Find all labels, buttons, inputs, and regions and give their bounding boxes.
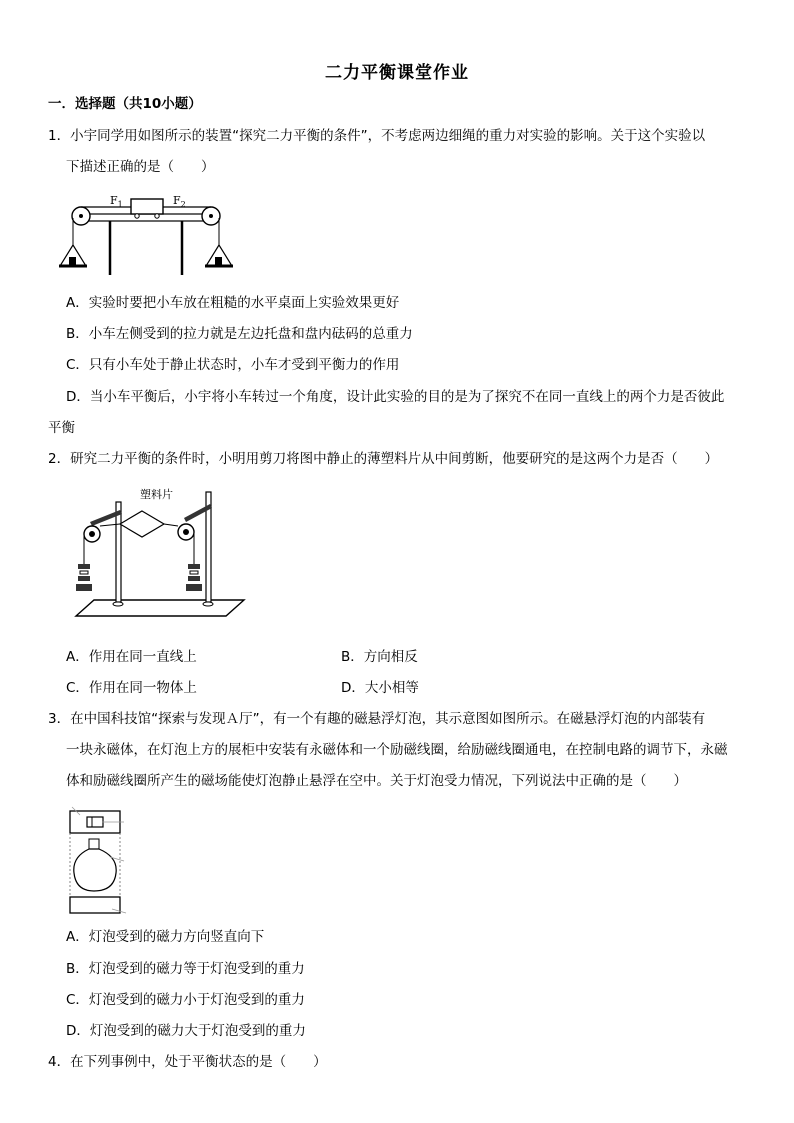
q1-stem-line1: 1．小宇同学用如图所示的装置“探究二力平衡的条件”，不考虑两边细绳的重力对实验的影响。关于这个实验以 [48, 128, 706, 144]
page-title: 二力平衡课堂作业 [325, 63, 469, 83]
q1-label-f1: $F_1$ [110, 194, 123, 209]
q3-figure-maglev-bulb [68, 805, 132, 917]
q1-stem-line2: 下描述正确的是（ ） [66, 159, 215, 175]
q1-figure-cart-pulley [66, 190, 226, 280]
q2-option-a: A．作用在同一直线上 [66, 649, 197, 665]
q1-option-d-line2: 平衡 [48, 420, 75, 436]
q3-option-a: A．灯泡受到的磁力方向竖直向下 [66, 929, 265, 945]
q3-stem-line3: 体和励磁线圈所产生的磁场能使灯泡静止悬浮在空中。关于灯泡受力情况，下列说法中正确的是（ ） [66, 773, 687, 789]
q3-stem-line1: 3．在中国科技馆“探索与发现Ａ厅”，有一个有趣的磁悬浮灯泡，其示意图如图所示。在磁悬浮灯泡的内部装有 [48, 711, 706, 727]
q2-option-d: D．大小相等 [341, 680, 419, 696]
section-heading: 一．选择题（共10小题） [48, 96, 202, 112]
q1-option-d-line1: D．当小车平衡后，小宇将小车转过一个角度，设计此实验的目的是为了探究不在同一直线上的两个力是否彼此 [66, 389, 725, 405]
q2-option-c: C．作用在同一物体上 [66, 680, 197, 696]
q1-option-a: A．实验时要把小车放在粗糙的水平桌面上实验效果更好 [66, 295, 400, 311]
q3-option-c: C．灯泡受到的磁力小于灯泡受到的重力 [66, 992, 305, 1008]
q1-option-b: B．小车左侧受到的拉力就是左边托盘和盘内砝码的总重力 [66, 326, 413, 342]
q3-option-d: D．灯泡受到的磁力大于灯泡受到的重力 [66, 1023, 306, 1039]
q1-option-c: C．只有小车处于静止状态时，小车才受到平衡力的作用 [66, 357, 400, 373]
q3-option-b: B．灯泡受到的磁力等于灯泡受到的重力 [66, 961, 305, 977]
q2-figure-plastic-sheet [76, 482, 244, 620]
q2-option-b: B．方向相反 [341, 649, 418, 665]
q1-label-f2: $F_2$ [173, 194, 186, 209]
q2-stem: 2．研究二力平衡的条件时，小明用剪刀将图中静止的薄塑料片从中间剪断，他要研究的是这两个力是否（ ） [48, 451, 719, 467]
q4-stem: 4．在下列事例中，处于平衡状态的是（ ） [48, 1054, 327, 1070]
q2-label-plastic-sheet: 塑料片 [140, 488, 173, 501]
q3-stem-line2: 一块永磁体，在灯泡上方的展柜中安装有永磁体和一个励磁线圈，给励磁线圈通电，在控制电路的调节下，永磁 [66, 742, 728, 758]
